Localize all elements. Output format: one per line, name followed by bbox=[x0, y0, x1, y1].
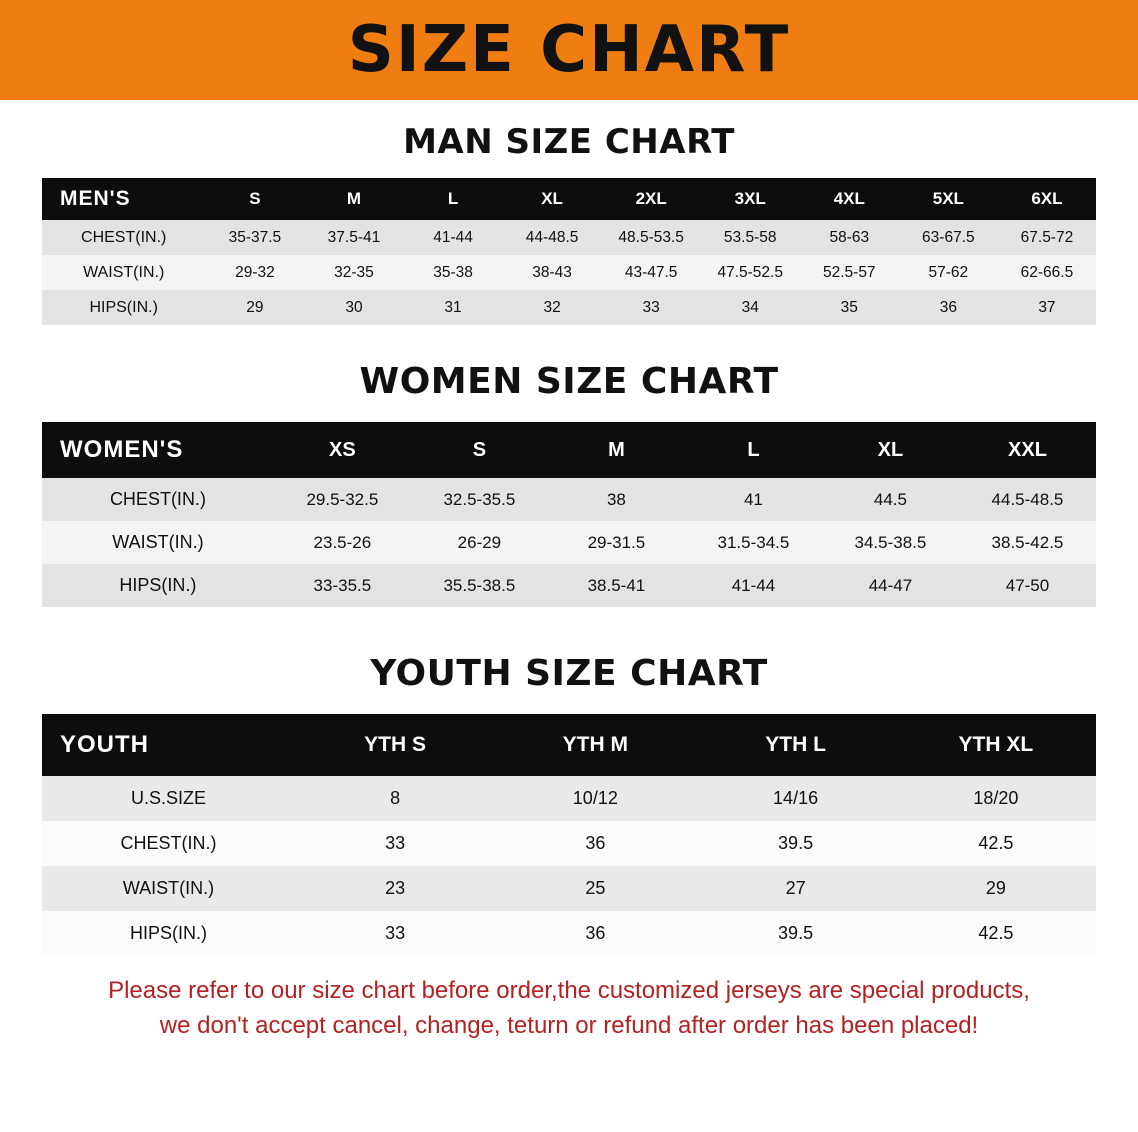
col-header-2xl: 2XL bbox=[635, 189, 667, 208]
cell: 10/12 bbox=[572, 788, 618, 808]
cell: 47.5-52.5 bbox=[717, 263, 783, 281]
cell: 36 bbox=[585, 833, 606, 853]
cell: 31 bbox=[444, 298, 462, 316]
table-header-row bbox=[42, 422, 1096, 478]
table-row bbox=[42, 911, 1096, 956]
cell: 44.5-48.5 bbox=[991, 489, 1064, 509]
policy-note-line-1: Please refer to our size chart before order,the customized jerseys are special products, bbox=[108, 977, 1030, 1004]
col-header-s: S bbox=[472, 438, 487, 461]
col-header-label: MEN'S bbox=[60, 187, 131, 210]
cell: 32.5-35.5 bbox=[443, 489, 516, 509]
man-size-table bbox=[42, 178, 1096, 325]
table-row bbox=[42, 564, 1096, 607]
policy-note bbox=[0, 956, 1138, 1044]
cell: 41 bbox=[743, 489, 763, 509]
col-header-label: WOMEN'S bbox=[60, 436, 184, 463]
cell: 31.5-34.5 bbox=[717, 532, 790, 552]
cell: 38.5-41 bbox=[587, 575, 646, 595]
cell: 39.5 bbox=[778, 833, 814, 853]
youth-section-title: YOUTH SIZE CHART bbox=[370, 653, 768, 694]
cell: 44.5 bbox=[873, 489, 907, 509]
cell: 47-50 bbox=[1005, 575, 1050, 595]
table-header-row bbox=[42, 714, 1096, 776]
cell: 58-63 bbox=[829, 228, 870, 246]
col-header-m: M bbox=[608, 438, 625, 461]
cell: 18/20 bbox=[973, 788, 1019, 808]
cell: 35 bbox=[840, 298, 858, 316]
table-row bbox=[42, 821, 1096, 866]
cell: 29.5-32.5 bbox=[306, 489, 379, 509]
cell: 41-44 bbox=[433, 228, 473, 246]
row-label: WAIST(IN.) bbox=[83, 263, 165, 281]
cell: 35-38 bbox=[433, 263, 473, 281]
col-header-6xl: 6XL bbox=[1031, 189, 1063, 208]
cell: 48.5-53.5 bbox=[618, 228, 684, 246]
col-header-xl: XL bbox=[877, 438, 904, 461]
cell: 34 bbox=[741, 298, 759, 316]
row-label: CHEST(IN.) bbox=[81, 228, 167, 246]
cell: 37.5-41 bbox=[327, 228, 381, 246]
man-section-title: MAN SIZE CHART bbox=[403, 122, 735, 162]
cell: 44-48.5 bbox=[525, 228, 579, 246]
women-table-wrap bbox=[0, 422, 1138, 607]
cell: 37 bbox=[1038, 298, 1056, 316]
cell: 30 bbox=[345, 298, 363, 316]
cell: 33 bbox=[385, 833, 406, 853]
cell: 53.5-58 bbox=[723, 228, 777, 246]
header-banner bbox=[0, 0, 1138, 100]
row-label: HIPS(IN.) bbox=[119, 575, 197, 595]
table-row bbox=[42, 521, 1096, 564]
cell: 32-35 bbox=[334, 263, 374, 281]
cell: 23.5-26 bbox=[313, 532, 372, 552]
cell: 8 bbox=[390, 788, 401, 808]
col-header-xl: XL bbox=[541, 189, 563, 208]
col-header-yth-l: YTH L bbox=[765, 733, 826, 756]
table-row bbox=[42, 866, 1096, 911]
cell: 52.5-57 bbox=[822, 263, 876, 281]
youth-table-header bbox=[42, 714, 1096, 776]
cell: 44-47 bbox=[868, 575, 913, 595]
cell: 29 bbox=[985, 878, 1006, 898]
col-header-yth-m: YTH M bbox=[562, 733, 628, 756]
cell: 26-29 bbox=[457, 532, 502, 552]
cell: 35.5-38.5 bbox=[443, 575, 516, 595]
row-label: HIPS(IN.) bbox=[129, 923, 207, 943]
cell: 33 bbox=[642, 298, 660, 316]
youth-size-table bbox=[42, 714, 1096, 956]
col-header-m: M bbox=[346, 189, 362, 208]
row-label: CHEST(IN.) bbox=[120, 833, 217, 853]
page-title: SIZE CHART bbox=[347, 13, 791, 87]
table-row bbox=[42, 290, 1096, 325]
women-section-title: WOMEN SIZE CHART bbox=[359, 361, 779, 402]
table-row bbox=[42, 776, 1096, 821]
policy-note-line-2: we don't accept cancel, change, teturn or refund after order has been placed! bbox=[159, 1011, 979, 1039]
col-header-xxl: XXL bbox=[1008, 438, 1047, 461]
cell: 29 bbox=[246, 298, 264, 316]
cell: 62-66.5 bbox=[1020, 263, 1074, 281]
youth-table-wrap bbox=[0, 714, 1138, 956]
col-header-l: L bbox=[747, 438, 760, 461]
cell: 36 bbox=[585, 923, 606, 943]
women-size-table bbox=[42, 422, 1096, 607]
youth-table-body bbox=[42, 776, 1096, 956]
cell: 23 bbox=[385, 878, 406, 898]
col-header-4xl: 4XL bbox=[833, 189, 865, 208]
cell: 42.5 bbox=[978, 833, 1014, 853]
cell: 35-37.5 bbox=[228, 228, 282, 246]
row-label: U.S.SIZE bbox=[130, 788, 206, 808]
cell: 63-67.5 bbox=[922, 228, 975, 246]
col-header-yth-xl: YTH XL bbox=[958, 733, 1034, 756]
col-header-3xl: 3XL bbox=[734, 189, 766, 208]
women-table-body bbox=[42, 478, 1096, 607]
col-header-l: L bbox=[447, 189, 459, 208]
row-label: CHEST(IN.) bbox=[109, 489, 206, 509]
cell: 32 bbox=[543, 298, 561, 316]
cell: 38 bbox=[606, 489, 626, 509]
cell: 27 bbox=[785, 878, 806, 898]
col-header-5xl: 5XL bbox=[932, 189, 964, 208]
table-row bbox=[42, 220, 1096, 255]
cell: 33 bbox=[385, 923, 406, 943]
cell: 29-32 bbox=[235, 263, 275, 281]
cell: 29-31.5 bbox=[587, 532, 646, 552]
table-header-row bbox=[42, 178, 1096, 220]
table-row bbox=[42, 478, 1096, 521]
man-table-header bbox=[42, 178, 1096, 220]
cell: 57-62 bbox=[928, 263, 969, 281]
women-table-header bbox=[42, 422, 1096, 478]
cell: 36 bbox=[939, 298, 957, 316]
cell: 43-47.5 bbox=[624, 263, 678, 281]
cell: 33-35.5 bbox=[313, 575, 372, 595]
col-header-s: S bbox=[249, 189, 261, 208]
man-table-wrap bbox=[0, 178, 1138, 325]
col-header-yth-s: YTH S bbox=[364, 733, 426, 756]
man-table-body bbox=[42, 220, 1096, 325]
row-label: HIPS(IN.) bbox=[89, 298, 158, 316]
cell: 38-43 bbox=[532, 263, 572, 281]
table-row bbox=[42, 255, 1096, 290]
cell: 34.5-38.5 bbox=[854, 532, 927, 552]
row-label: WAIST(IN.) bbox=[122, 878, 215, 898]
cell: 14/16 bbox=[773, 788, 819, 808]
cell: 67.5-72 bbox=[1020, 228, 1074, 246]
cell: 41-44 bbox=[731, 575, 776, 595]
row-label: WAIST(IN.) bbox=[112, 532, 204, 552]
cell: 25 bbox=[585, 878, 606, 898]
col-header-label: YOUTH bbox=[60, 731, 149, 758]
cell: 39.5 bbox=[778, 923, 814, 943]
cell: 38.5-42.5 bbox=[991, 532, 1064, 552]
cell: 42.5 bbox=[978, 923, 1014, 943]
col-header-xs: XS bbox=[329, 438, 356, 461]
